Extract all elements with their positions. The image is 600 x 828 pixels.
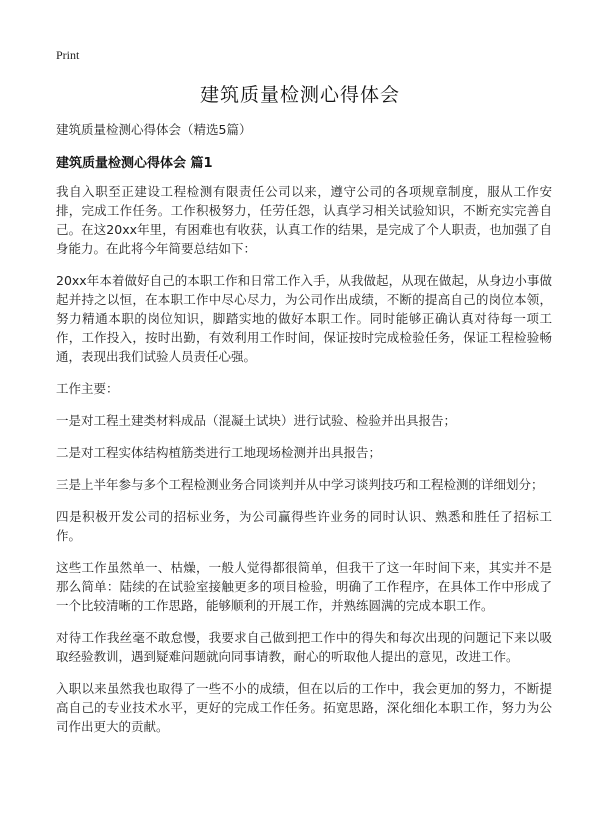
paragraph-item-1: 一是对工程土建类材料成品（混凝土试块）进行试验、检验并出具报告； bbox=[56, 413, 457, 428]
paragraph-reflection: 这些工作虽然单一、枯燥，一般人觉得都很简单，但我干了这一年时间下来，其实并不是那么简单：陆续的在试验室接触更多的项目检验，明确了工作程序，在具体工作中形成了一个比较清晰的工作思路，能够顺利的开展工作，并熟练圆满的完成本职工作。 bbox=[56, 560, 552, 613]
paragraph-item-4: 四是积极开发公司的招标业务，为公司赢得些许业务的同时认识、熟悉和胜任了招标工作。 bbox=[56, 509, 552, 543]
body-text bbox=[56, 182, 552, 749]
paragraph-item-3: 三是上半年参与多个工程检测业务合同谈判并从中学习谈判技巧和工程检测的详细划分； bbox=[56, 477, 544, 492]
paragraph-work-summary: 20xx年本着做好自己的本职工作和日常工作入手，从我做起，从现在做起，从身边小事做起并持之以恒，在本职工作中尽心尽力，为公司作出成绩，不断的提高自己的岗位本领，努力精通本职的岗位知识，脚踏实地的做好本职工作。同时能够正确认真对待每一项工作，工作投入，按时出勤，有效利用工作时间，保证按时完成检验任务，保证工程检验畅通，表现出我们试验人员责任心强。 bbox=[56, 273, 552, 364]
paragraph-attitude: 对待工作我丝毫不敢怠慢，我要求自己做到把工作中的得失和每次出现的问题记下来以吸取经验教训，遇到疑难问题就向同事请教，耐心的听取他人提出的意见，改进工作。 bbox=[56, 630, 552, 664]
paragraph-item-2: 二是对工程实体结构植筋类进行工地现场检测并出具报告； bbox=[56, 445, 382, 460]
paragraph-outlook: 入职以来虽然我也取得了一些不小的成绩，但在以后的工作中，我会更加的努力，不断提高自己的专业技术水平，更好的完成工作任务。拓宽思路，深化细化本职工作，努力为公司作出更大的贡献。 bbox=[56, 681, 552, 734]
print-link[interactable]: Print bbox=[56, 48, 80, 62]
section-heading: 建筑质量检测心得体会 篇1 bbox=[56, 156, 213, 171]
document-title: 建筑质量检测心得体会 bbox=[199, 84, 400, 106]
paragraph-main-work-label: 工作主要： bbox=[56, 381, 119, 396]
paragraph-intro: 我自入职至正建设工程检测有限责任公司以来，遵守公司的各项规章制度，服从工作安排，完成工作任务。工作积极努力，任劳任怨，认真学习相关试验知识，不断充实完善自己。在这20xx年里，有困难也有收获，认真工作的结果，是完成了个人职责，也加强了自身能力。在此将今年简要总结如下： bbox=[56, 184, 552, 256]
document-subtitle: 建筑质量检测心得体会（精选5篇） bbox=[56, 122, 252, 137]
